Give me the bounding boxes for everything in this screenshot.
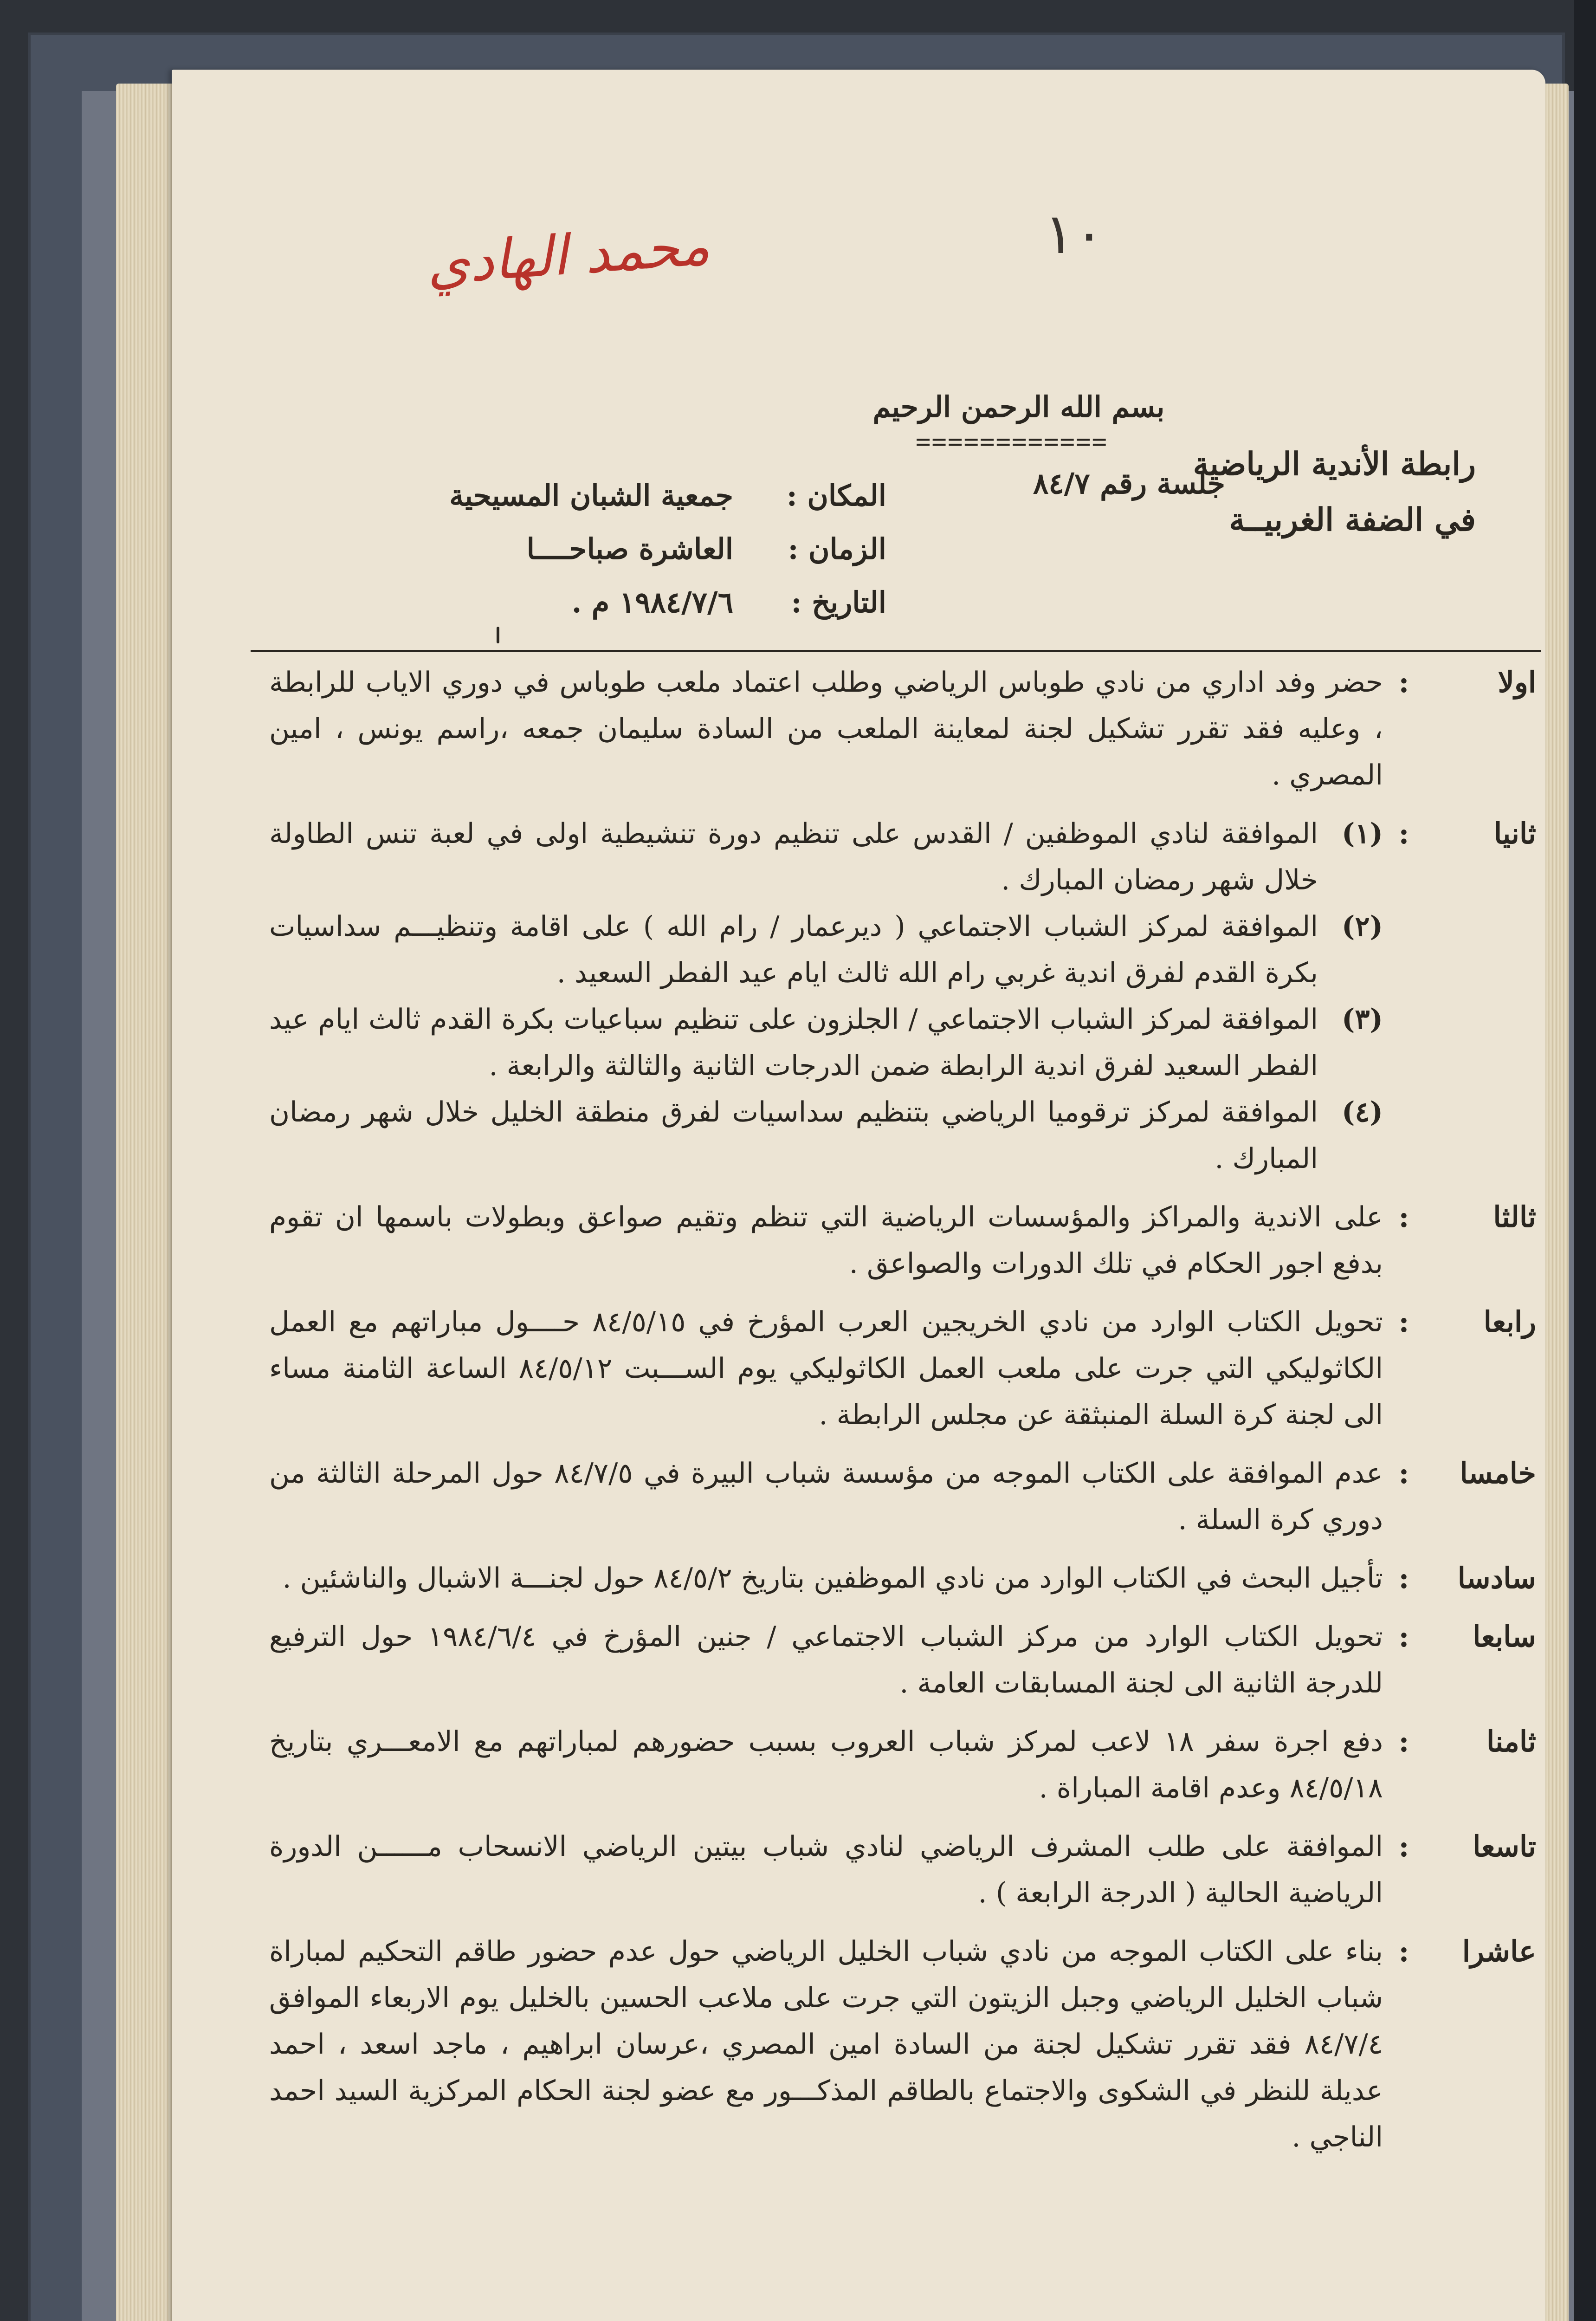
minutes-item-10 xyxy=(241,1928,1536,2160)
item-text: على الاندية والمراكز والمؤسسات الرياضية التي تنظم وتقيم صواعق وبطولات باسمها ان تقوم بدفع اجور الحكام في تلك الدورات والصواعق . xyxy=(269,1201,1383,1280)
subitem-number: (١) xyxy=(1341,817,1383,850)
subitem-number: (٢) xyxy=(1341,910,1383,943)
item-label: خامسا xyxy=(1460,1456,1536,1490)
item-colon: : xyxy=(1398,1934,1409,1968)
minutes-item-5 xyxy=(241,1450,1536,1543)
subitem-number: (٤) xyxy=(1341,1096,1383,1128)
minutes-item-9 xyxy=(241,1823,1536,1916)
minutes-items xyxy=(241,659,1536,2172)
subitem-text: الموافقة لمركز ترقوميا الرياضي بتنظيم سداسيات لفرق منطقة الخليل خلال شهر رمضان المبارك . xyxy=(269,1096,1318,1175)
item-label: سابعا xyxy=(1473,1620,1536,1653)
subitem-2 xyxy=(269,903,1383,996)
subitem-text: الموافقة لمركز الشباب الاجتماعي ( ديرعمار / رام الله ) على اقامة وتنظيـــم سداسيات بكرة القدم لفرق اندية غربي رام الله ثالث ايام عيد الفطر السعيد . xyxy=(269,910,1318,989)
item-colon: : xyxy=(1398,1829,1409,1863)
item-colon: : xyxy=(1398,1200,1409,1234)
org-line-2: في الضفة الغربيــة xyxy=(1229,501,1476,538)
item-text: عدم الموافقة على الكتاب الموجه من مؤسسة شباب البيرة في ٨٤/٧/٥ حول المرحلة الثالثة من دوري كرة السلة . xyxy=(269,1457,1383,1536)
minutes-item-7 xyxy=(241,1614,1536,1706)
subitem-number: (٣) xyxy=(1341,1003,1383,1036)
date-label: التاريخ : xyxy=(791,585,886,619)
minutes-item-8 xyxy=(241,1718,1536,1811)
minutes-item-1 xyxy=(241,659,1536,798)
item-text: تحويل الكتاب الوارد من نادي الخريجين العرب المؤرخ في ٨٤/٥/١٥ حــــول مباراتهم مع العمل الكاثوليكي التي جرت على ملعب العمل الكاثوليكي يوم الســـبت ٨٤/٥/١٢ الساعة الثامنة مساء الى لجنة كرة السلة المنبثقة عن مجلس الرابطة . xyxy=(269,1306,1383,1431)
item-colon: : xyxy=(1398,1456,1409,1490)
meta-place xyxy=(422,469,886,522)
document-page xyxy=(172,70,1545,2321)
item-text: تحويل الكتاب الوارد من مركز الشباب الاجتماعي / جنين المؤرخ في ١٩٨٤/٦/٤ حول الترفيع للدرجة الثانية الى لجنة المسابقات العامة . xyxy=(269,1621,1383,1699)
session-number: جلسة رقم ٨٤/٧ xyxy=(1033,467,1225,500)
subitem-1 xyxy=(269,810,1383,903)
header-rule-tick xyxy=(497,627,499,643)
place-label: المكان : xyxy=(786,479,886,512)
item-text: تأجيل البحث في الكتاب الوارد من نادي الموظفين بتاريخ ٨٤/٥/٢ حول لجنـــة الاشبال والناشئين . xyxy=(282,1562,1383,1595)
item-colon: : xyxy=(1398,665,1409,699)
item-colon: : xyxy=(1398,1561,1409,1595)
item-label: سادسا xyxy=(1457,1561,1536,1595)
basmala: بسم الله الرحمن الرحيم xyxy=(872,390,1165,424)
meta-time xyxy=(422,522,886,576)
item-label: تاسعا xyxy=(1473,1829,1536,1863)
item-label: رابعا xyxy=(1483,1305,1536,1339)
item-text: حضر وفد اداري من نادي طوباس الرياضي وطلب اعتماد ملعب طوباس في دوري الاياب للرابطة ، وعليه فقد تقرر تشكيل لجنة لمعاينة الملعب من السادة سليمان جمعه ،راسم يونس ، امين المصري . xyxy=(269,666,1383,791)
item-text: الموافقة على طلب المشرف الرياضي لنادي شباب بيتين الرياضي الانسحاب مــــــن الدورة الرياضية الحالية ( الدرجة الرابعة ) . xyxy=(269,1830,1383,1909)
subitem-text: الموافقة لمركز الشباب الاجتماعي / الجلزون على تنظيم سباعيات بكرة القدم ثالث ايام عيد الفطر السعيد لفرق اندية الرابطة ضمن الدرجات الثانية والثالثة والرابعة . xyxy=(269,1003,1318,1082)
minutes-item-2 xyxy=(241,810,1536,1182)
org-line-1: رابطة الأندية الرياضية xyxy=(1193,446,1476,483)
item-label: ثالثا xyxy=(1493,1200,1536,1234)
subitem-text: الموافقة لنادي الموظفين / القدس على تنظيم دورة تنشيطية اولى في لعبة تنس الطاولة خلال شهر رمضان المبارك . xyxy=(269,817,1318,896)
date-value: ١٩٨٤/٧/٦ م . xyxy=(571,585,733,619)
item-colon: : xyxy=(1398,1725,1409,1758)
subitem-4 xyxy=(269,1089,1383,1182)
item-colon: : xyxy=(1398,1305,1409,1339)
item-text: دفع اجرة سفر ١٨ لاعب لمركز شباب العروب بسبب حضورهم لمباراتهم مع الامعـــري بتاريخ ٨٤/٥/١٨ وعدم اقامة المباراة . xyxy=(269,1725,1383,1804)
item-text: بناء على الكتاب الموجه من نادي شباب الخليل الرياضي حول عدم حضور طاقم التحكيم لمباراة شباب الخليل الرياضي وجبل الزيتون التي جرت على ملاعب الحسين بالخليل يوم الاربعاء الموافق ٨٤/٧/٤ فقد تقرر تشكيل لجنة من السادة امين المصري ،عرسان ابراهيم ، ماجد اسعد ، احمد عديلة للنظر في الشكوى والاجتماع بالطاقم المذكـــور مع عضو لجنة الحكام المركزية السيد احمد الناجي . xyxy=(269,1935,1383,2153)
item-colon: : xyxy=(1398,817,1409,850)
item-subitems xyxy=(241,810,1383,1182)
place-value: جمعية الشبان المسيحية xyxy=(449,479,733,512)
time-label: الزمان : xyxy=(788,532,886,566)
item-label: اولا xyxy=(1498,665,1536,699)
basmala-rule: ============ xyxy=(915,427,1108,456)
page-number: ١٠ xyxy=(1044,202,1104,266)
meta-date xyxy=(422,576,886,629)
header-divider xyxy=(251,650,1541,652)
item-label: ثامنا xyxy=(1486,1725,1536,1758)
handwritten-name: محمد الهادي xyxy=(424,213,712,297)
item-colon: : xyxy=(1398,1620,1409,1653)
minutes-item-6 xyxy=(241,1555,1536,1601)
book-spine xyxy=(1574,0,1596,2321)
minutes-item-3 xyxy=(241,1194,1536,1287)
time-value: العاشرة صباحــــا xyxy=(526,532,733,566)
subitem-3 xyxy=(269,996,1383,1089)
item-label: عاشرا xyxy=(1462,1934,1536,1968)
item-label: ثانيا xyxy=(1493,817,1536,850)
meeting-meta xyxy=(422,469,886,629)
minutes-item-4 xyxy=(241,1299,1536,1438)
